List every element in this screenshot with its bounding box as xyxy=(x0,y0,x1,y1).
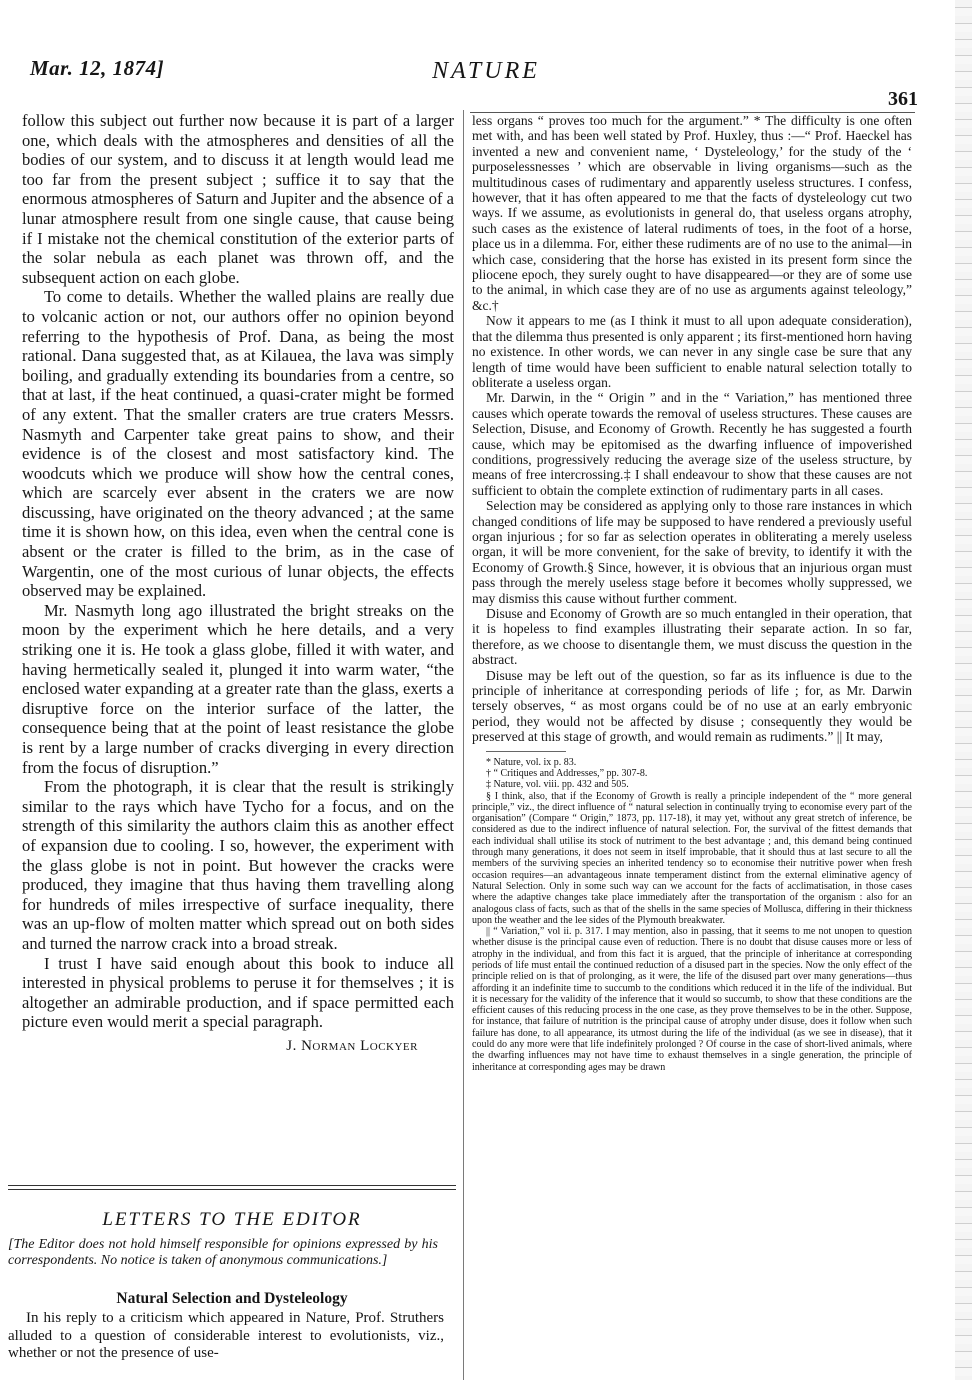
page-header xyxy=(0,0,972,110)
footnote: || “ Variation,” vol ii. p. 317. I may mention, also in passing, that it seems to me not unopen to question whether disuse is the principal cause even of reduction. There is no doubt that disuse causes more or less of atrophy in the individual, and from this fact it is argued, that the principle of inheritance at corresponding periods of life must entail the continued reduction of a disused part in the species. Now the only effect of the principle relied on is that of prolonging, as it were, the life of the disused part over many generations—thus affording it an indefinite time to succumb to the conditions which reduced it in the life of the individual. But it is necessary for the validity of the inference that it would so succumb, to show that these conditions are the efficient causes of this reducing process in the one case, as they prove themselves to be in the other. Suppose, for instance, that failure of nutrition is the principal cause of atrophy under disuse, does it follow when such failure has done, to all appearance, its utmost during the life of the individual (as we see in disease), that it could do any more were that life indefinitely prolonged ? Of course in the case of short-lived animals, where the dwarfing influences may not have time to exhaust themselves in a single generation, the principle of inheritance at corresponding ages may be drawn xyxy=(472,926,912,1073)
right-paragraph: Mr. Darwin, in the “ Origin ” and in the “ Variation,” has mentioned three causes which operate towards the removal of useless structures. These causes are Selection, Disuse, and Economy of Growth. Recently he has suggested a fourth cause, which may be epitomised as the dwarfing influence of impoverished conditions, progressively reducing the average size of the useless structure, by means of free intercrossing.‡ I shall endeavour to show that these causes are not sufficient to obtain the complete extinction of rudimentary parts in all cases. xyxy=(472,390,912,498)
right-paragraph: Disuse and Economy of Growth are so much entangled in their operation, that it is hopeless to find examples illustrating their separate action. In so far, therefore, as we choose to disentangle them, we must discuss the question in the abstract. xyxy=(472,606,912,668)
issue-date: Mar. 12, 1874] xyxy=(30,56,165,80)
right-paragraph: Disuse may be left out of the question, so far as its influence is due to the principle of inheritance at corresponding periods of life ; for, as Mr. Darwin tersely observes, “ as most organs could be of no use at an early embryonic period, they would not be affected by disuse ; consequently they would be preserved at this stage of growth, and would remain as rudiments.” || It may, xyxy=(472,667,912,745)
left-paragraph: From the photograph, it is clear that the result is strikingly similar to the rays which have Tycho for a focus, and on the strength of this similarity the authors claim this as another effect of expansion due to cooling. I so, however, the experiment with the glass globe is not in point. But however the cracks were produced, they imagine that thus having them travelling along for hundreds of miles irrespective of surface inequality, there was an up-flow of molten matter which spread out on both sides and turned the narrow crack into a broad streak. xyxy=(22,777,454,953)
left-paragraph: To come to details. Whether the walled plains are really due to volcanic action or not, our authors offer no opinion beyond referring to the hypothesis of Prof. Dana, as being the most rational. Dana suggested that, as at Kilauea, the lava was simply boiling, and gradually extending its boundaries from a centre, so that at last, if the heat continued, a quasi-crater might be formed of any extent. That the smaller craters are true craters Messrs. Nasmyth and Carpenter take great pains to show, and their evidence is of the closest and most satisfactory kind. The woodcuts which we produce will show how the central cones, which are scarcely ever absent in the craters we are now discussing, have originated on the theory advanced ; at the same time it is shown how, on this idea, even when the central cone is absent or the crater is filled to the brim, as in the case of Wargentin, one of the most curious of lunar objects, the effects observed may be explained. xyxy=(22,287,454,601)
footnote: † “ Critiques and Addresses,” pp. 307-8. xyxy=(486,767,648,779)
journal-title: NATURE xyxy=(432,58,540,84)
letter-title: Natural Selection and Dysteleology xyxy=(116,1290,348,1307)
section-divider xyxy=(8,1185,456,1190)
right-paragraph: Selection may be considered as applying only to those rare instances in which changed conditions of life may be supposed to have rendered a previously useful organ injurious ; for so far as selection operates in obliterating a merely useless organ, it will be more convenient, for the sake of brevity, to identify it with the Economy of Growth.§ Since, however, it is obvious that an injurious organ must pass through the merely useless stage before it becomes wholly suppressed, we may dismiss this cause without further comment. xyxy=(472,498,912,606)
footnote: * Nature, vol. ix p. 83. xyxy=(486,756,577,768)
footnote: § I think, also, that if the Economy of Growth is really a principle independent of the “ more general principle,” viz., the direct influence of “ natural selection in continually trying to economise every part of the organisation” (Compare “ Origin,” 1873, pp. 117-18), it may yet, without any great stretch of inference, be considered as due to the indirect influence of natural selection. For, the survival of the fittest demands that each individual shall utilise its stock of nutriment to the best advantage ; and, this demand being continued through many generations, it does not seem in itself improbable, that it should thus at last secure to all the members of the surviving species an inherited tendency so to economise their nutritive power when fresh occasion requires—an advantageous innate temperament distinct from the external eliminative agency of Natural Selection. Only in some such way can we account for the facts of acclimatisation, in those cases where the adaptive changes take place immediately after the transportation of the organism : also for an analogous class of facts, such as that of the shells in the same species of Mollusca, differing in their thickness upon the weather and the lee sides of the Plymouth breakwater. xyxy=(472,790,912,926)
column-divider xyxy=(463,110,464,1380)
right-paragraph: less organs “ proves too much for the argument.” * The difficulty is one often met with, and has been well stated by Prof. Huxley, thus :—“ Prof. Haeckel has invented a new and convenient name, ‘ Dysteleology,’ for the study of the ‘ purposelessnesses ’ which are observable in living organisms—such as the multitudinous cases of rudimentary and apparently useless structures. I confess, however, that it has often appeared to me that the facts of dysteleology cut two ways. If we assume, as evolutionists in general do, that useless organs atrophy, such cases as the existence of lateral rudiments of toes, in the foot of a horse, place us in a dilemma. For, either these rudiments are of no use to the animal—in which case, considering that the horse has existed in its present form since the pliocene epoch, they surely ought to have disappeared—or they are of some use to the animal, in which case they are of no use as arguments against teleology,” &c.† xyxy=(472,113,912,313)
right-column xyxy=(472,113,912,1073)
author-signature: J. Norman Lockyer xyxy=(286,1037,418,1054)
left-paragraph: I trust I have said enough about this book to induce all interested in physical problems to peruse it for themselves ; it is altogether an admirable production, and if space permitted each picture even would merit a special paragraph. xyxy=(22,953,454,1032)
left-column xyxy=(22,111,454,1055)
page-edge-shadow xyxy=(955,0,972,1380)
footnote-rule xyxy=(486,751,566,752)
editor-note: [The Editor does not hold himself responsible for opinions expressed by his correspondents. No notice is taken of anonymous communications.] xyxy=(8,1237,438,1268)
section-title: LETTERS TO THE EDITOR xyxy=(102,1209,362,1230)
right-paragraph: Now it appears to me (as I think it must to all upon adequate consideration), that the dilemma thus presented is only apparent ; its first-mentioned horn having no existence. In other words, we can never in any single case be sure that any length of time would have been sufficient to enable natural selection totally to obliterate a useless organ. xyxy=(472,313,912,390)
left-paragraph: Mr. Nasmyth long ago illustrated the bright streaks on the moon by the experiment which he here details, and a very striking one it is. He took a glass globe, filled it with water, and having hermetically sealed it, plunged it into warm water, “the enclosed water expanding at a greater rate than the glass, exerts a disruptive force on the interior surface of the latter, the consequence being that at the point of least resistance the globe is rent by a large number of cracks diverging in every direction from the focus of disruption.” xyxy=(22,600,454,777)
letter-opening-paragraph: In his reply to a criticism which appeared in Nature, Prof. Struthers alluded to a question of considerable interest to evolutionists, viz., whether or not the presence of use- xyxy=(8,1310,444,1361)
footnote: ‡ Nature, vol. viii. pp. 432 and 505. xyxy=(486,779,629,791)
page-number: 361 xyxy=(888,88,918,110)
left-paragraph: follow this subject out further now because it is part of a larger one, which deals with the atmospheres and densities of all the bodies of our system, and to discuss it at length would lead me too far from the present subject ; suffice it to say that the enormous atmospheres of Saturn and Jupiter and the absence of a lunar atmosphere result from one single cause, that cause being if I mistake not the chemical constitution of the exterior parts of the solar nebula as each planet was thrown off, and the subsequent action on each globe. xyxy=(22,111,454,287)
